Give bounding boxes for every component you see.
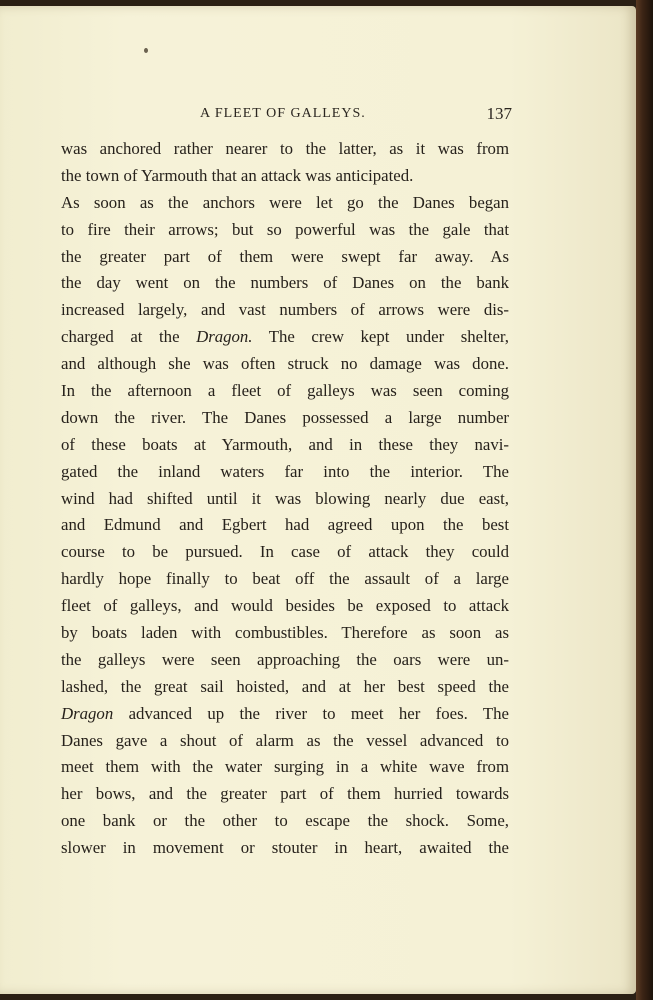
- text-line: down the river. The Danes possessed a large number: [61, 407, 509, 427]
- page-header: [200, 106, 512, 128]
- text-line: the day went on the numbers of Danes on the bank: [61, 273, 509, 293]
- text-line: one bank or the other to escape the shock. Some,: [61, 811, 509, 831]
- text-line: the town of Yarmouth that an attack was anticipated.: [61, 165, 414, 185]
- page-number: 137: [486, 104, 512, 123]
- text-line: the greater part of them were swept far away. As: [61, 246, 509, 266]
- text-line: [61, 701, 509, 728]
- text-line: fleet of galleys, and would besides be exposed to attack: [61, 596, 509, 616]
- text-line: and although she was often struck no damage was done.: [61, 354, 509, 374]
- text-line: hardly hope finally to beat off the assault of a large: [61, 569, 509, 589]
- text-line: the galleys were seen approaching the oars were un-: [61, 649, 509, 669]
- book-page: [0, 6, 636, 994]
- text-line: and Edmund and Egbert had agreed upon the best: [61, 515, 509, 535]
- text-line: In the afternoon a fleet of galleys was seen coming: [61, 381, 509, 401]
- ship-name: Dragon.: [196, 327, 253, 347]
- text-line: of these boats at Yarmouth, and in these they navi-: [61, 434, 509, 454]
- ship-name: Dragon: [61, 703, 114, 723]
- text-line: As soon as the anchors were let go the Danes began: [61, 192, 509, 212]
- text-line: her bows, and the greater part of them hurried towards: [61, 784, 509, 804]
- text-line: [61, 324, 509, 351]
- text-line: lashed, the great sail hoisted, and at her best speed the: [61, 676, 509, 696]
- text-line: course to be pursued. In case of attack they could: [61, 542, 509, 562]
- book-spine: [636, 0, 653, 1000]
- text-line: gated the inland waters far into the interior. The: [61, 461, 509, 481]
- text-run: The crew kept under shelter,: [252, 327, 509, 347]
- text-line: increased largely, and vast numbers of arrows were dis-: [61, 300, 509, 320]
- text-line: wind had shifted until it was blowing nearly due east,: [61, 488, 509, 508]
- text-run: advanced up the river to meet her foes. The: [113, 703, 509, 723]
- body-text: [61, 136, 509, 862]
- text-line: slower in movement or stouter in heart, awaited the: [61, 838, 509, 858]
- paper-blemish: [144, 48, 148, 53]
- text-line: Danes gave a shout of alarm as the vessel advanced to: [61, 730, 509, 750]
- text-line: to fire their arrows; but so powerful was the gale that: [61, 219, 509, 239]
- text-line: meet them with the water surging in a white wave from: [61, 757, 509, 777]
- text-run: charged at the: [61, 327, 197, 347]
- text-line: by boats laden with combustibles. Therefore as soon as: [61, 623, 509, 643]
- text-line: was anchored rather nearer to the latter, as it was from: [61, 139, 509, 158]
- running-title: A FLEET OF GALLEYS.: [200, 106, 366, 121]
